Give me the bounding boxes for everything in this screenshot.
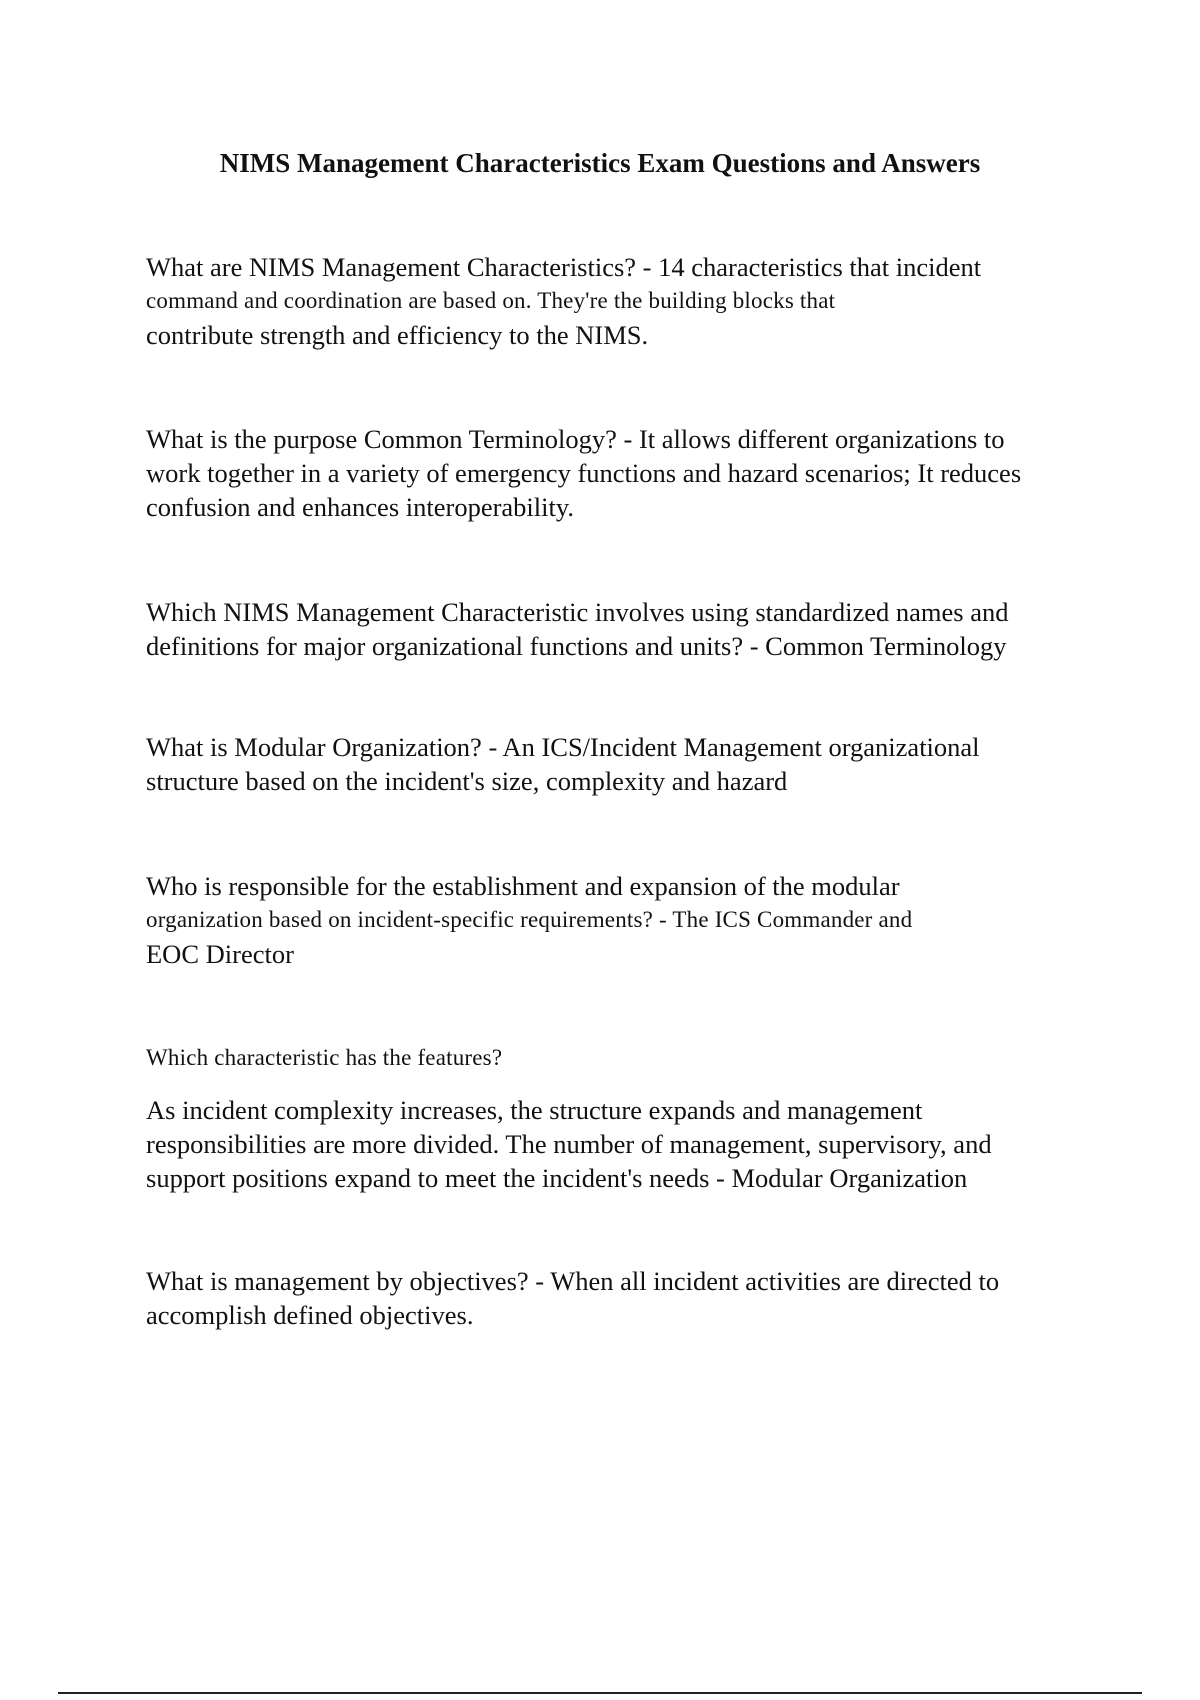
qa-line: responsibilities are more divided. The number of management, supervisory, and — [146, 1129, 992, 1159]
qa-line: confusion and enhances interoperability. — [146, 492, 575, 522]
qa-line: support positions expand to meet the incident's needs - Modular Organization — [146, 1163, 968, 1193]
qa-line: command and coordination are based on. They're the building blocks that — [146, 288, 836, 313]
qa-line: What is the purpose Common Terminology? - It allows different organizations to — [146, 424, 1005, 454]
qa-line: What is Modular Organization? - An ICS/Incident Management organizational — [146, 732, 980, 762]
qa-line: Who is responsible for the establishment and expansion of the modular — [146, 871, 900, 901]
qa-line: work together in a variety of emergency functions and hazard scenarios; It reduces — [146, 458, 1022, 488]
qa-entry — [146, 1264, 1086, 1332]
qa-line: contribute strength and efficiency to the NIMS. — [146, 320, 649, 350]
qa-line: What is management by objectives? - When all incident activities are directed to — [146, 1266, 1000, 1296]
qa-line: Which NIMS Management Characteristic involves using standardized names and — [146, 597, 1009, 627]
qa-entry — [146, 422, 1086, 524]
qa-entry — [146, 1093, 1086, 1195]
qa-entry — [146, 250, 1086, 352]
qa-line: structure based on the incident's size, complexity and hazard — [146, 766, 788, 796]
qa-entry — [146, 730, 1086, 798]
qa-line: EOC Director — [146, 939, 294, 969]
qa-entry — [146, 595, 1086, 663]
document-title: NIMS Management Characteristics Exam Questions and Answers — [219, 148, 981, 178]
qa-line: Which characteristic has the features? — [146, 1045, 503, 1069]
qa-line: definitions for major organizational functions and units? - Common Terminology — [146, 631, 1007, 661]
qa-entry — [146, 1041, 1086, 1069]
qa-line: organization based on incident-specific requirements? - The ICS Commander and — [146, 907, 913, 932]
qa-line: accomplish defined objectives. — [146, 1300, 474, 1330]
qa-line: As incident complexity increases, the structure expands and management — [146, 1095, 923, 1125]
qa-entry — [146, 869, 1086, 971]
page-bottom-rule — [58, 1692, 1142, 1694]
qa-line: What are NIMS Management Characteristics? - 14 characteristics that incident — [146, 252, 982, 282]
